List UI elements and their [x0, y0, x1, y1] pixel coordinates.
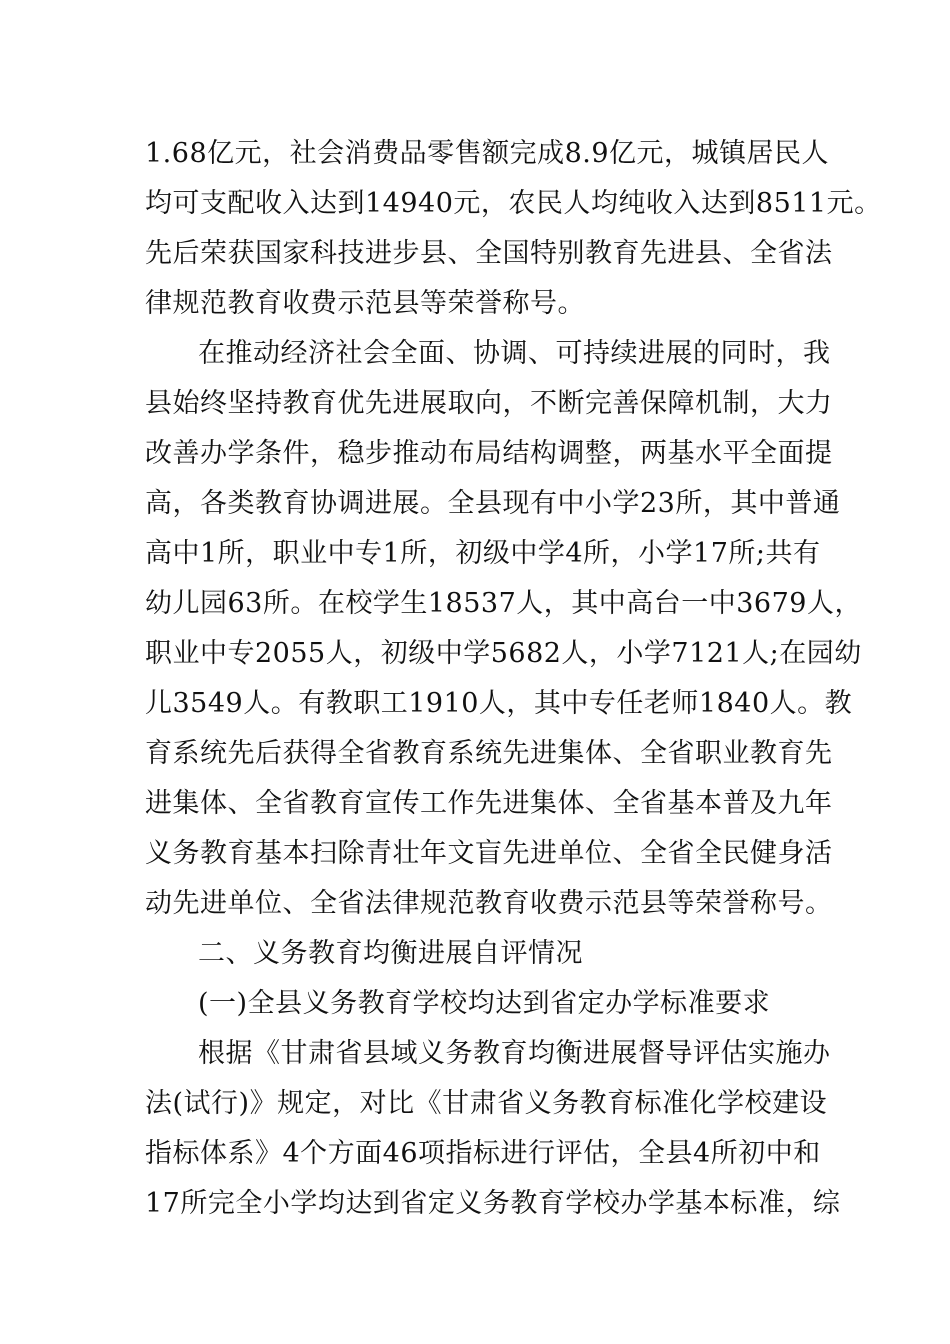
text-line: 先后荣获国家科技进步县、全国特别教育先进县、全省法: [145, 238, 833, 269]
text-line: 职业中专2055人，初级中学5682人，小学7121人;在园幼: [145, 638, 862, 669]
text-line: 高中1所，职业中专1所，初级中学4所，小学17所;共有: [145, 538, 821, 569]
text-line: 17所完全小学均达到省定义务教育学校办学基本标准，综: [145, 1188, 841, 1219]
text-line: 动先进单位、全省法律规范教育收费示范县等荣誉称号。: [145, 888, 833, 919]
text-line: 县始终坚持教育优先进展取向，不断完善保障机制，大力: [145, 388, 833, 419]
text-line: 在推动经济社会全面、协调、可持续进展的同时，我: [198, 338, 831, 369]
text-line: 儿3549人。有教职工1910人，其中专任老师1840人。教: [145, 688, 853, 719]
text-line: 高，各类教育协调进展。全县现有中小学23所，其中普通: [145, 488, 841, 519]
text-line: 法(试行)》规定，对比《甘肃省义务教育标准化学校建设: [145, 1088, 828, 1119]
text-line: (一)全县义务教育学校均达到省定办学标准要求: [198, 988, 771, 1019]
text-line: 进集体、全省教育宣传工作先进集体、全省基本普及九年: [145, 788, 833, 819]
text-line: 育系统先后获得全省教育系统先进集体、全省职业教育先: [145, 738, 833, 769]
text-line: 义务教育基本扫除青壮年文盲先进单位、全省全民健身活: [145, 838, 833, 869]
text-line: 律规范教育收费示范县等荣誉称号。: [145, 288, 585, 319]
text-line: 二、义务教育均衡进展自评情况: [198, 938, 583, 969]
text-line: 改善办学条件，稳步推动布局结构调整，两基水平全面提: [145, 438, 833, 469]
text-line: 指标体系》4个方面46项指标进行评估，全县4所初中和: [145, 1138, 821, 1169]
text-line: 均可支配收入达到14940元，农民人均纯收入达到8511元。: [145, 188, 882, 219]
text-line: 1.68亿元，社会消费品零售额完成8.9亿元，城镇居民人: [145, 138, 830, 169]
text-line: 根据《甘肃省县域义务教育均衡进展督导评估实施办: [198, 1038, 831, 1069]
text-line: 幼儿园63所。在校学生18537人，其中高台一中3679人，: [145, 588, 862, 619]
